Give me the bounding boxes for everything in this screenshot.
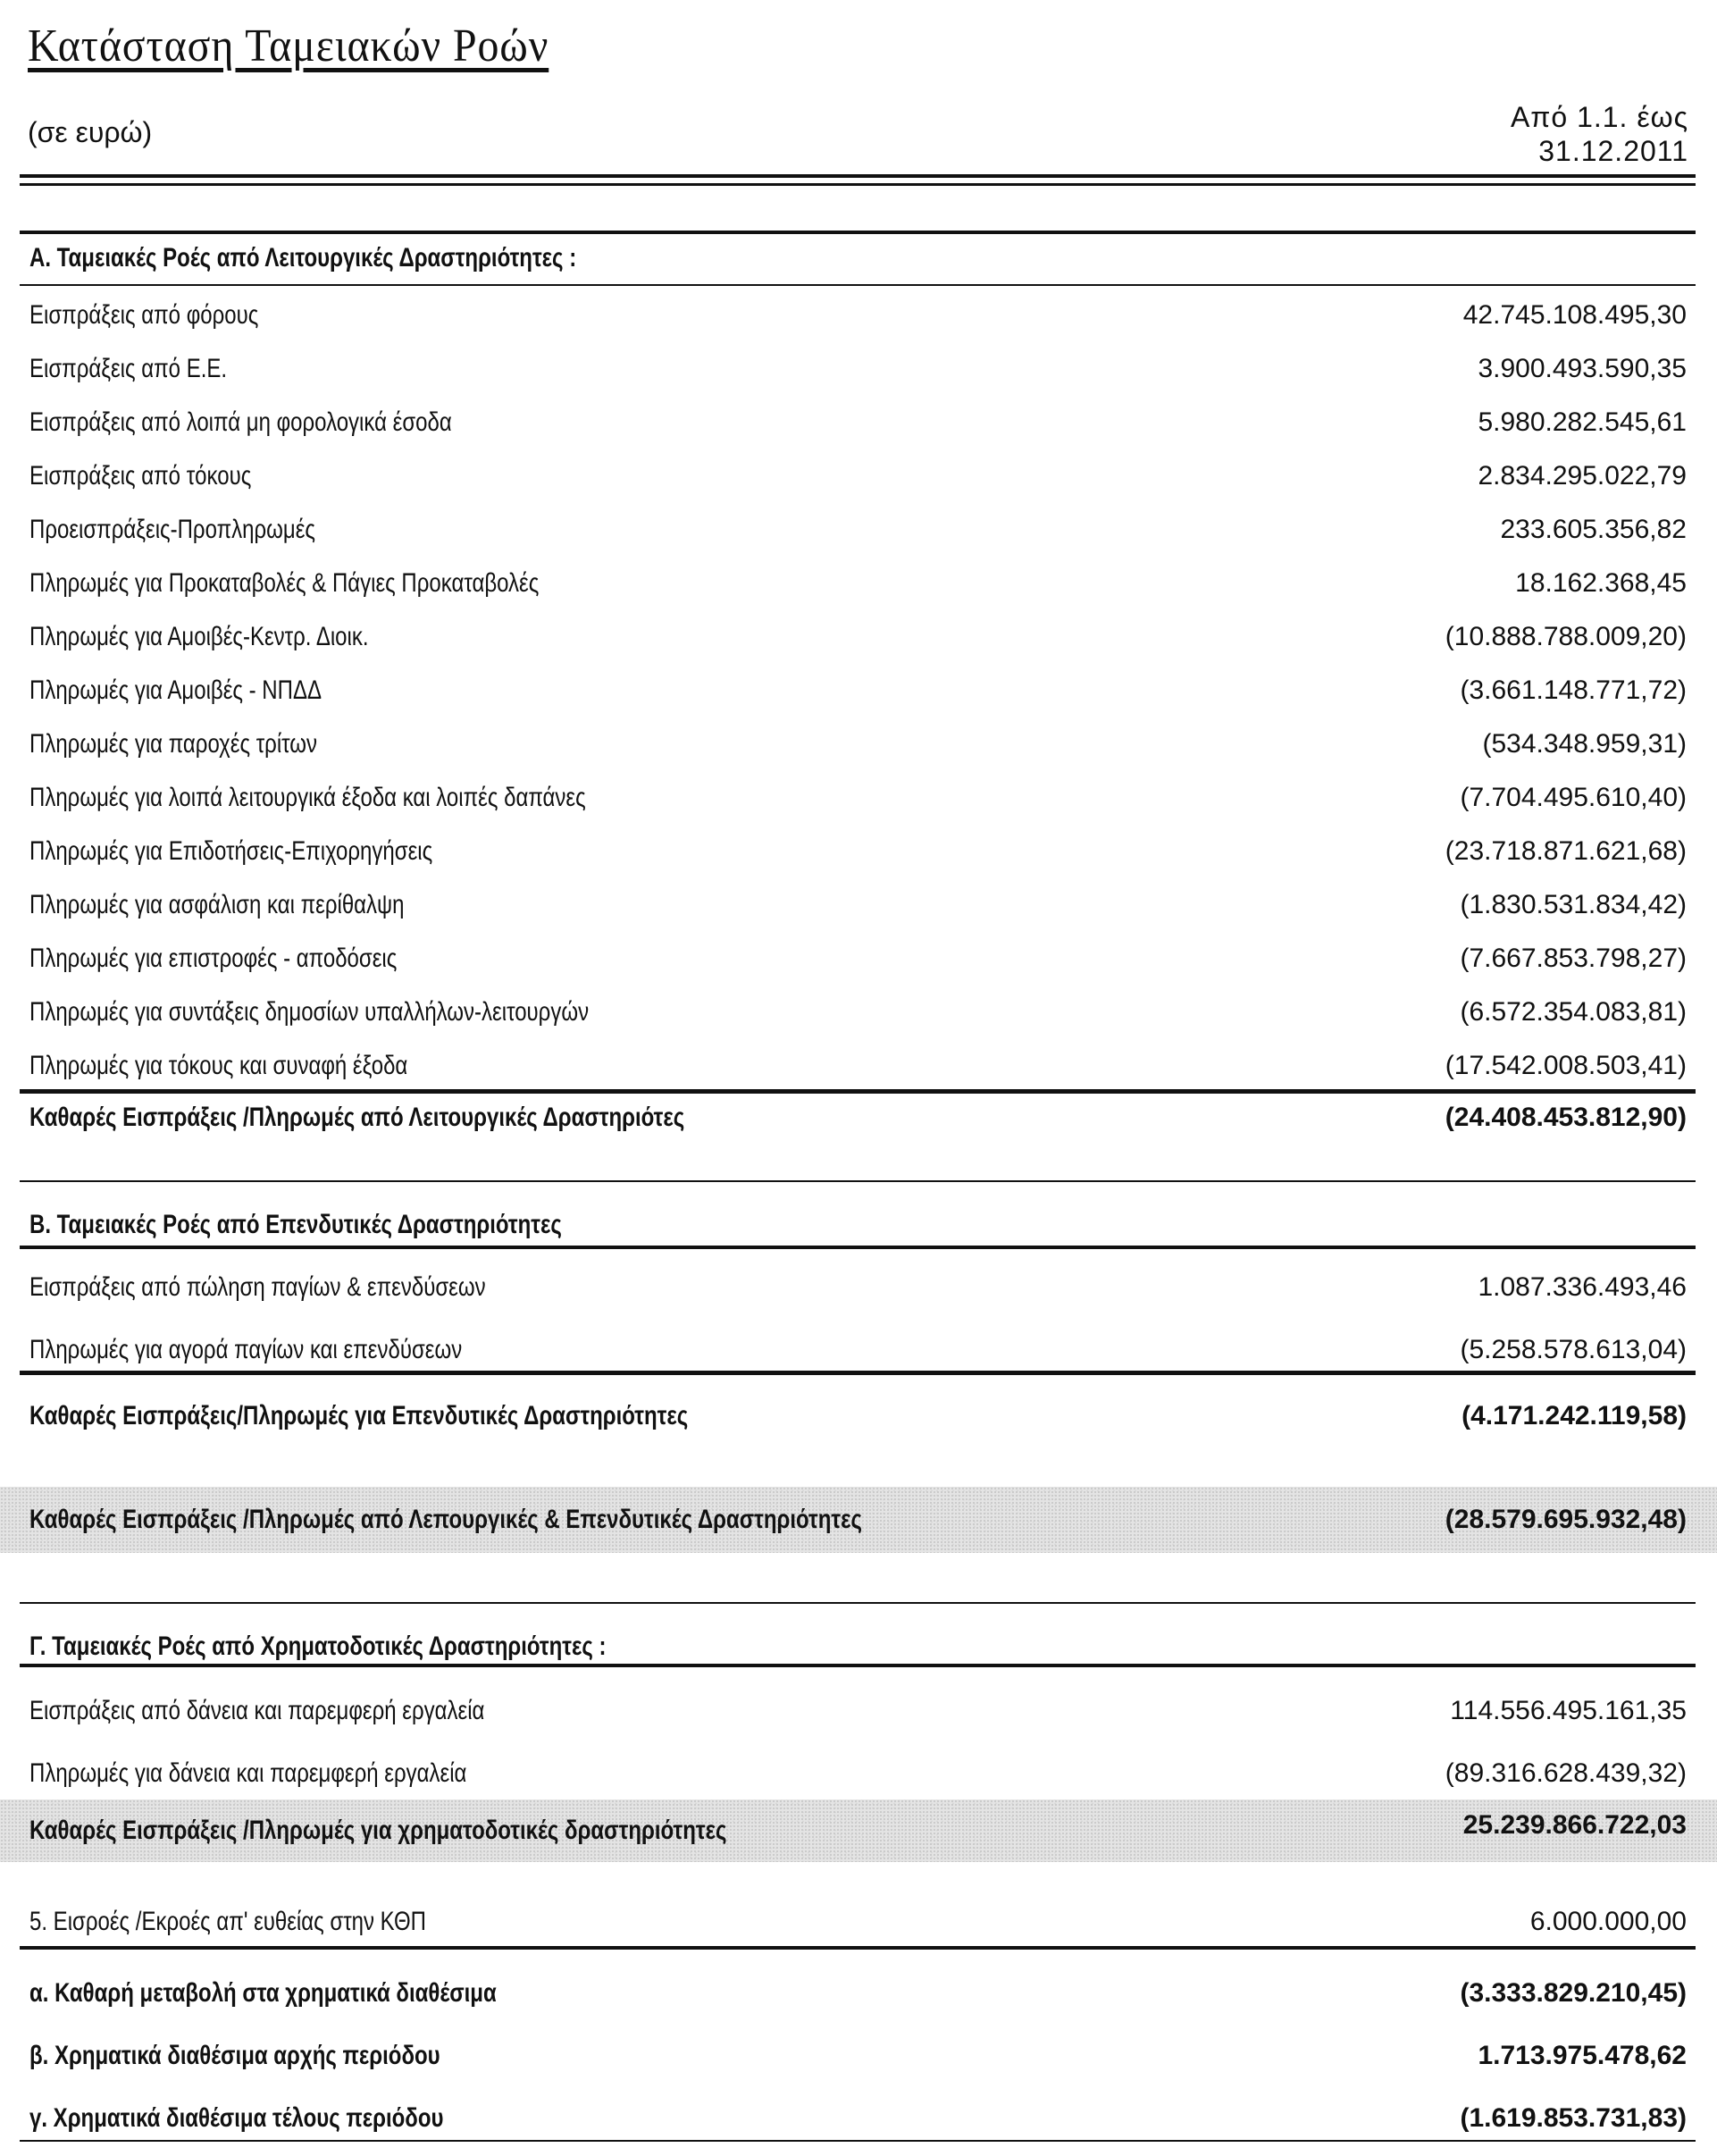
row-label: Πληρωμές για αγορά παγίων και επενδύσεων: [29, 1335, 463, 1364]
row-value: 3.900.493.590,35: [1478, 354, 1687, 383]
section-a-top-rule: [20, 231, 1696, 234]
row-label: Εισπράξεις από πώληση παγίων & επενδύσεων: [29, 1272, 486, 1302]
section-a-total-rule: [20, 1089, 1696, 1094]
row-value: (1.830.531.834,42): [1460, 890, 1687, 919]
row-value: 18.162.368,45: [1515, 568, 1687, 598]
row-label: β. Χρηματικά διαθέσιμα αρχής περιόδου: [29, 2041, 440, 2070]
row-label: 5. Εισροές /Εκροές απ' ευθείας στην ΚΘΠ: [29, 1907, 426, 1936]
section-b-top-rule: [20, 1180, 1696, 1182]
table-row: [0, 668, 1717, 717]
row-value: (10.888.788.009,20): [1445, 622, 1687, 651]
row-label: Προεισπράξεις-Προπληρωμές: [29, 515, 315, 544]
table-row: [0, 454, 1717, 502]
section-a-header: [0, 236, 1717, 284]
table-row: [0, 400, 1717, 449]
header-divider-bottom: [20, 183, 1696, 186]
table-row: [0, 508, 1717, 556]
row-label: Εισπράξεις από Ε.Ε.: [29, 354, 228, 383]
section-c-top-rule: [20, 1602, 1696, 1604]
total-label: Καθαρές Εισπράξεις/Πληρωμές για Επενδυτικές Δραστηριότητες: [29, 1401, 689, 1430]
section-c-title: Γ. Ταμειακές Ροές από Χρηματοδοτικές Δραστηριότητες :: [29, 1632, 607, 1661]
row-value: (7.667.853.798,27): [1460, 944, 1687, 973]
total-value: (4.171.242.119,58): [1462, 1401, 1687, 1430]
table-row: [0, 829, 1717, 877]
row-label: Πληρωμές για ασφάλιση και περίθαλψη: [29, 890, 405, 919]
section-b-header: [0, 1203, 1717, 1251]
summary-top-rule: [20, 1946, 1696, 1950]
section-a-title: Α. Ταμειακές Ροές από Λειτουργικές Δραστηριότητες :: [29, 243, 577, 273]
table-row: [0, 1044, 1717, 1092]
summary-row-opening-cash: [0, 2034, 1717, 2082]
row-value: 42.745.108.495,30: [1462, 300, 1687, 330]
table-row: [0, 615, 1717, 663]
row-value: (3.333.829.210,45): [1460, 1978, 1687, 2008]
table-row: [0, 1328, 1717, 1376]
header-divider-top: [20, 174, 1696, 178]
table-row: [0, 293, 1717, 341]
row-value: 5.980.282.545,61: [1478, 407, 1687, 437]
table-row: [0, 1689, 1717, 1737]
row-value: 233.605.356,82: [1500, 515, 1687, 544]
total-label: Καθαρές Εισπράξεις /Πληρωμές για χρηματοδοτικές δραστηριότητες: [29, 1816, 727, 1845]
period-line-2: 31.12.2011: [1538, 135, 1688, 167]
table-row: [0, 936, 1717, 985]
row-value: (3.661.148.771,72): [1460, 675, 1687, 705]
row-label: α. Καθαρή μεταβολή στα χρηματικά διαθέσιμα: [29, 1978, 497, 2008]
row-label: γ. Χρηματικά διαθέσιμα τέλους περιόδου: [29, 2103, 444, 2133]
row-label: Πληρωμές για συντάξεις δημοσίων υπαλλήλων-λειτουργών: [29, 997, 590, 1027]
row-value: 2.834.295.022,79: [1478, 461, 1687, 491]
row-label: Πληρωμές για δάνεια και παρεμφερή εργαλεία: [29, 1758, 467, 1788]
row-value: (534.348.959,31): [1482, 729, 1687, 759]
summary-bottom-rule: [20, 2140, 1696, 2142]
summary-row-closing-cash: [0, 2096, 1717, 2144]
total-value: (24.408.453.812,90): [1445, 1103, 1687, 1132]
row-value: 1.713.975.478,62: [1478, 2041, 1687, 2070]
summary-row-net-change: [0, 1971, 1717, 2019]
section-b-title: Β. Ταμειακές Ροές από Επενδυτικές Δραστηριότητες: [29, 1210, 562, 1239]
section-b-total-rule: [20, 1371, 1696, 1375]
row-label: Πληρωμές για παροχές τρίτων: [29, 729, 318, 759]
section-c-header-rule: [20, 1664, 1696, 1667]
row-label: Εισπράξεις από δάνεια και παρεμφερή εργαλεία: [29, 1696, 485, 1725]
direct-flows-row: [0, 1900, 1717, 1948]
section-a-header-rule: [20, 284, 1696, 286]
table-row: [0, 347, 1717, 395]
table-row: [0, 776, 1717, 824]
section-a-total-row: [0, 1095, 1717, 1144]
row-value: (5.258.578.613,04): [1460, 1335, 1687, 1364]
row-value: (1.619.853.731,83): [1460, 2103, 1687, 2133]
section-b-total-row: [0, 1394, 1717, 1442]
row-label: Πληρωμές για λοιπά λειτουργικά έξοδα και λοιπές δαπάνες: [29, 783, 586, 812]
total-value: 25.239.866.722,03: [1462, 1810, 1687, 1840]
table-row: [0, 883, 1717, 931]
row-value: (23.718.871.621,68): [1445, 836, 1687, 866]
row-value: (89.316.628.439,32): [1445, 1758, 1687, 1788]
table-row: [0, 1751, 1717, 1799]
table-row: [0, 561, 1717, 609]
row-value: 114.556.495.161,35: [1450, 1696, 1687, 1725]
section-c-total-row: [0, 1799, 1717, 1862]
period-line-1: Από 1.1. έως: [1510, 101, 1688, 133]
table-row: [0, 722, 1717, 770]
row-label: Εισπράξεις από φόρους: [29, 300, 259, 330]
currency-units: (σε ευρώ): [28, 116, 153, 148]
reporting-period: [1511, 100, 1688, 168]
combined-total-row: [0, 1487, 1717, 1553]
row-label: Εισπράξεις από λοιπά μη φορολογικά έσοδα: [29, 407, 452, 437]
row-label: Πληρωμές για Αμοιβές - ΝΠΔΔ: [29, 675, 322, 705]
row-label: Εισπράξεις από τόκους: [29, 461, 252, 491]
row-value: (6.572.354.083,81): [1460, 997, 1687, 1027]
table-row: [0, 1265, 1717, 1313]
page-title: Κατάσταση Ταμειακών Ροών: [28, 21, 549, 71]
row-value: (7.704.495.610,40): [1460, 783, 1687, 812]
table-row: [0, 990, 1717, 1038]
row-label: Πληρωμές για Προκαταβολές & Πάγιες Προκαταβολές: [29, 568, 540, 598]
combined-total-label: Καθαρές Εισπράξεις /Πληρωμές από Λεπουργικές & Επενδυτικές Δραστηριότητες: [29, 1505, 862, 1534]
row-value: (17.542.008.503,41): [1445, 1051, 1687, 1080]
combined-total-value: (28.579.695.932,48): [1445, 1505, 1687, 1534]
row-value: 1.087.336.493,46: [1478, 1272, 1687, 1302]
row-label: Πληρωμές για Αμοιβές-Κεντρ. Διοικ.: [29, 622, 369, 651]
row-value: 6.000.000,00: [1529, 1907, 1687, 1936]
section-b-header-rule: [20, 1246, 1696, 1249]
total-label: Καθαρές Εισπράξεις /Πληρωμές από Λειτουργικές Δραστηριότες: [29, 1103, 685, 1132]
row-label: Πληρωμές για Επιδοτήσεις-Επιχορηγήσεις: [29, 836, 433, 866]
row-label: Πληρωμές για τόκους και συναφή έξοδα: [29, 1051, 408, 1080]
row-label: Πληρωμές για επιστροφές - αποδόσεις: [29, 944, 398, 973]
